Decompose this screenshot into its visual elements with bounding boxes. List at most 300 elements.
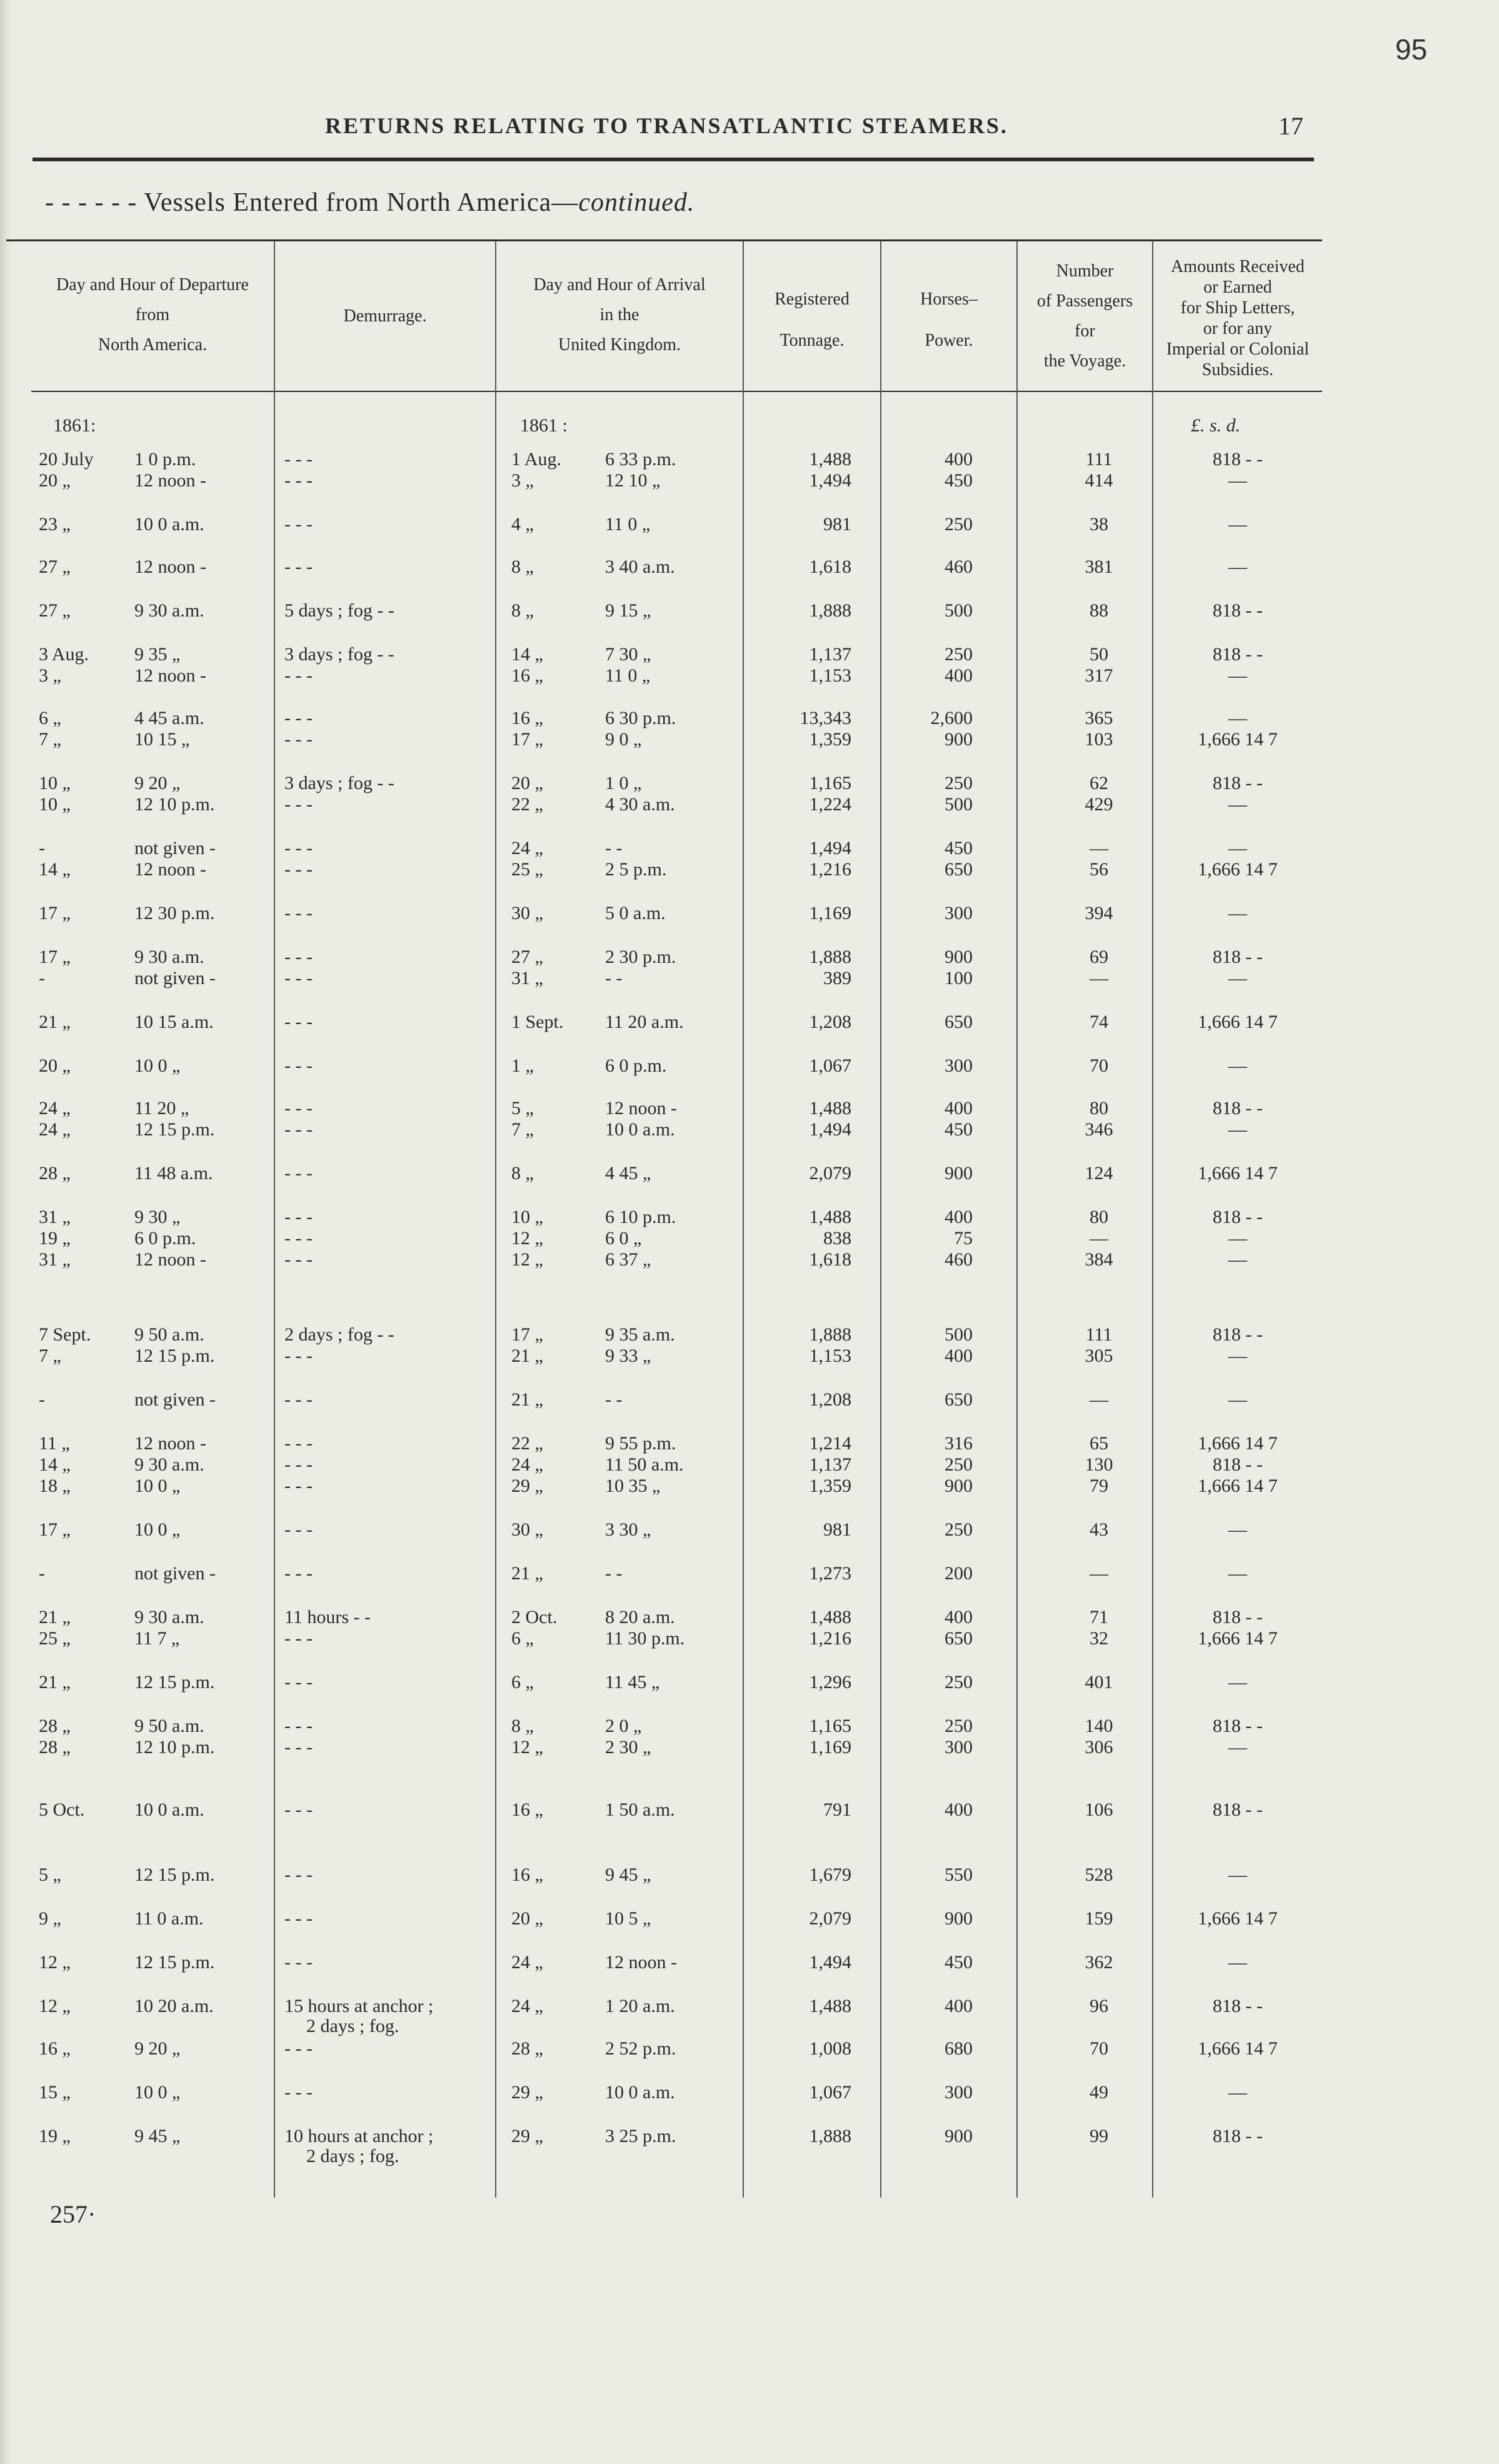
cell-arr-time: 1 20 a.m. [605, 1996, 675, 2016]
cell-amt: 818 - - [1213, 1799, 1263, 1820]
folio-number: 17 [1278, 112, 1303, 140]
cell-tonnage: 1,494 [809, 470, 851, 491]
cell-arr-time: 6 33 p.m. [605, 449, 676, 470]
cell-dep-day: 16 „ [39, 2038, 71, 2059]
cell-amt: — [1228, 1119, 1247, 1140]
cell-arr-day: 16 „ [511, 708, 543, 728]
cell-demurrage-continued: 2 days ; fog. [306, 2146, 399, 2166]
cell-dep-day: 20 „ [39, 1055, 71, 1076]
cell-demurrage: - - - [284, 947, 313, 967]
cell-hp: 250 [945, 1519, 973, 1540]
cell-dep-time: 4 45 a.m. [134, 708, 204, 728]
cell-arr-time: 4 30 a.m. [605, 794, 675, 815]
cell-tonnage: 2,079 [809, 1163, 851, 1184]
cell-amt: 818 - - [1213, 1996, 1263, 2016]
cell-tonnage: 1,359 [809, 1476, 851, 1496]
cell-dep-day: 14 „ [39, 1454, 71, 1475]
cell-hp: 460 [945, 1249, 973, 1270]
cell-amt: — [1228, 2082, 1247, 2103]
cell-arr-day: 17 „ [511, 1324, 543, 1345]
cell-arr-time: 2 0 „ [605, 1716, 642, 1736]
cell-dep-time: 9 20 „ [134, 773, 181, 793]
cell-arr-time: 12 10 „ [605, 470, 661, 491]
cell-dep-time: 10 15 „ [134, 729, 190, 750]
cell-dep-day: 7 „ [39, 1345, 61, 1366]
cell-hp: 200 [945, 1563, 973, 1584]
cell-demurrage-continued: 2 days ; fog. [306, 2016, 399, 2036]
running-head: RETURNS RELATING TO TRANSATLANTIC STEAMERS. [325, 113, 1008, 138]
cell-dep-time: 10 0 „ [134, 1476, 181, 1496]
cell-demurrage: 15 hours at anchor ; [284, 1996, 434, 2016]
cell-pass: 80 [1090, 1098, 1108, 1119]
cell-demurrage: - - - [284, 1799, 313, 1820]
cell-dep-time: 12 noon - [134, 470, 206, 491]
cell-arr-day: 12 „ [511, 1228, 543, 1249]
cell-arr-day: 30 „ [511, 1519, 543, 1540]
cell-arr-time: 11 50 a.m. [605, 1454, 684, 1475]
cell-hp: 900 [945, 947, 973, 967]
cell-dep-day: 3 „ [39, 665, 61, 686]
cell-tonnage: 1,888 [809, 947, 851, 967]
cell-arr-time: 4 45 „ [605, 1163, 651, 1184]
cell-arr-time: - - [605, 1563, 623, 1584]
cell-dep-day: - [39, 968, 45, 988]
cell-dep-day: 12 „ [39, 1996, 71, 2016]
cell-arr-day: 20 „ [511, 773, 543, 793]
cell-arr-day: 29 „ [511, 1476, 543, 1496]
cell-arr-day: 8 „ [511, 1716, 534, 1736]
cell-amt: 1,666 14 7 [1198, 1628, 1278, 1649]
cell-arr-day: 16 „ [511, 1799, 543, 1820]
cell-arr-day: 1 Sept. [511, 1012, 564, 1032]
cell-dep-day: 17 „ [39, 1519, 71, 1540]
cell-tonnage: 1,165 [809, 773, 851, 793]
cell-arr-day: 16 „ [511, 1864, 543, 1885]
cell-pass: 305 [1085, 1345, 1113, 1366]
cell-amt: 818 - - [1213, 449, 1263, 470]
cell-pass: — [1090, 1563, 1108, 1584]
cell-demurrage: - - - [284, 1055, 313, 1076]
cell-dep-time: 12 noon - [134, 859, 206, 880]
cell-dep-time: 12 15 p.m. [134, 1864, 215, 1885]
cell-demurrage: - - - [284, 708, 313, 728]
cell-dep-time: 9 45 „ [134, 2126, 181, 2146]
cell-dep-time: 11 48 a.m. [134, 1163, 213, 1184]
cell-tonnage: 1,153 [809, 1345, 851, 1366]
cell-dep-time: 12 15 p.m. [134, 1952, 215, 1973]
cell-arr-day: 8 „ [511, 556, 534, 577]
cell-arr-time: 9 33 „ [605, 1345, 651, 1366]
cell-demurrage: - - - [284, 2038, 313, 2059]
cell-amt: 818 - - [1213, 1454, 1263, 1475]
cell-arr-day: 5 „ [511, 1098, 534, 1119]
cell-tonnage: 1,208 [809, 1389, 851, 1410]
cell-dep-day: 10 „ [39, 794, 71, 815]
cell-hp: 250 [945, 1454, 973, 1475]
cell-dep-time: not given - [134, 968, 216, 988]
cell-arr-day: 22 „ [511, 794, 543, 815]
cell-tonnage: 1,169 [809, 1737, 851, 1757]
cell-dep-time: 9 30 „ [134, 1207, 181, 1227]
cell-hp: 650 [945, 1012, 973, 1032]
cell-pass: — [1090, 1228, 1108, 1249]
cell-demurrage: - - - [284, 794, 313, 815]
cell-dep-day: 7 „ [39, 729, 61, 750]
cell-pass: 43 [1090, 1519, 1108, 1540]
cell-amt: — [1228, 665, 1247, 686]
cell-amt: 1,666 14 7 [1198, 1433, 1278, 1454]
cell-dep-time: 9 30 a.m. [134, 947, 204, 967]
cell-arr-time: 6 30 p.m. [605, 708, 676, 728]
cell-amt: 1,666 14 7 [1198, 859, 1278, 880]
cell-pass: 528 [1085, 1864, 1113, 1885]
cell-dep-time: 10 0 „ [134, 2082, 181, 2103]
cell-arr-day: 2 Oct. [511, 1607, 558, 1627]
cell-dep-time: 12 noon - [134, 1249, 206, 1270]
cell-tonnage: 1,137 [809, 644, 851, 665]
cell-dep-time: 12 15 p.m. [134, 1345, 215, 1366]
cell-amt: 1,666 14 7 [1198, 1908, 1278, 1929]
cell-hp: 450 [945, 1952, 973, 1973]
cell-arr-time: 9 15 „ [605, 600, 651, 621]
cell-amt: 1,666 14 7 [1198, 2038, 1278, 2059]
page-number: 95 [1395, 33, 1428, 66]
cell-amt: 818 - - [1213, 644, 1263, 665]
cell-hp: 75 [954, 1228, 973, 1249]
cell-tonnage: 1,359 [809, 729, 851, 750]
cell-pass: 130 [1085, 1454, 1113, 1475]
cell-pass: 79 [1090, 1476, 1108, 1496]
cell-arr-day: 31 „ [511, 968, 543, 988]
cell-demurrage: - - - [284, 1163, 313, 1184]
cell-tonnage: 1,618 [809, 556, 851, 577]
cell-dep-day: 15 „ [39, 2082, 71, 2103]
cell-dep-day: 11 „ [39, 1433, 70, 1454]
cell-tonnage: 1,888 [809, 2126, 851, 2146]
cell-pass: 62 [1090, 773, 1108, 793]
cell-dep-day: 20 July [39, 449, 94, 470]
cell-arr-day: 6 „ [511, 1672, 534, 1692]
cell-dep-time: 9 50 a.m. [134, 1716, 204, 1736]
cell-arr-time: 2 5 p.m. [605, 859, 667, 880]
cell-pass: 317 [1085, 665, 1113, 686]
cell-arr-time: 3 25 p.m. [605, 2126, 676, 2146]
cell-demurrage: - - - [284, 1952, 313, 1973]
cell-arr-time: 11 45 „ [605, 1672, 660, 1692]
cell-pass: 80 [1090, 1207, 1108, 1227]
cell-demurrage: - - - [284, 1249, 313, 1270]
cell-dep-time: 9 35 „ [134, 644, 181, 665]
cell-hp: 400 [945, 1345, 973, 1366]
cell-demurrage: 2 days ; fog - - [284, 1324, 394, 1345]
cell-hp: 300 [945, 1055, 973, 1076]
cell-tonnage: 1,137 [809, 1454, 851, 1475]
cell-hp: 400 [945, 1607, 973, 1627]
cell-tonnage: 1,216 [809, 1628, 851, 1649]
cell-arr-day: 22 „ [511, 1433, 543, 1454]
cell-amt: — [1228, 794, 1247, 815]
cell-arr-time: 11 20 a.m. [605, 1012, 684, 1032]
cell-dep-day: 3 Aug. [39, 644, 89, 665]
cell-tonnage: 1,488 [809, 1098, 851, 1119]
cell-arr-time: 2 30 p.m. [605, 947, 676, 967]
cell-tonnage: 981 [823, 514, 851, 535]
cell-dep-day: 25 „ [39, 1628, 71, 1649]
section-title-continued: continued. [578, 188, 695, 217]
cell-arr-day: 27 „ [511, 947, 543, 967]
cell-arr-day: 21 „ [511, 1345, 543, 1366]
cell-hp: 300 [945, 903, 973, 923]
cell-pass: 38 [1090, 514, 1108, 535]
cell-demurrage: - - - [284, 1476, 313, 1496]
cell-hp: 450 [945, 1119, 973, 1140]
cell-dep-day: 7 Sept. [39, 1324, 91, 1345]
cell-arr-day: 12 „ [511, 1249, 543, 1270]
cell-arr-time: 3 30 „ [605, 1519, 651, 1540]
cell-amt: — [1228, 1563, 1247, 1584]
cell-pass: 111 [1085, 449, 1113, 470]
cell-arr-time: - - [605, 838, 623, 858]
cell-dep-day: 27 „ [39, 556, 71, 577]
cell-amt: — [1228, 1228, 1247, 1249]
cell-arr-day: 21 „ [511, 1389, 543, 1410]
cell-dep-time: 10 0 a.m. [134, 514, 204, 535]
cell-pass: — [1090, 1389, 1108, 1410]
cell-dep-time: 12 10 p.m. [134, 794, 215, 815]
cell-hp: 500 [945, 794, 973, 815]
cell-arr-day: 29 „ [511, 2126, 543, 2146]
cell-arr-day: 20 „ [511, 1908, 543, 1929]
cell-pass: 429 [1085, 794, 1113, 815]
cell-hp: 650 [945, 1389, 973, 1410]
cell-amt: — [1228, 1389, 1247, 1410]
cell-amt: — [1228, 1519, 1247, 1540]
header-horsepower: Horses– Power. [920, 289, 978, 350]
cell-amt: 818 - - [1213, 1324, 1263, 1345]
cell-dep-time: 10 15 a.m. [134, 1012, 214, 1032]
cell-tonnage: 2,079 [809, 1908, 851, 1929]
cell-hp: 300 [945, 1737, 973, 1757]
cell-dep-time: 9 30 a.m. [134, 1607, 204, 1627]
cell-dep-time: 9 50 a.m. [134, 1324, 204, 1345]
cell-hp: 550 [945, 1864, 973, 1885]
cell-tonnage: 981 [823, 1519, 851, 1540]
cell-arr-day: 8 „ [511, 1163, 534, 1184]
cell-dep-time: 12 noon - [134, 1433, 206, 1454]
cell-arr-time: 5 0 a.m. [605, 903, 666, 923]
cell-dep-time: 10 0 a.m. [134, 1799, 204, 1820]
cell-dep-time: 10 0 „ [134, 1055, 181, 1076]
cell-dep-day: 19 „ [39, 2126, 71, 2146]
cell-arr-day: 3 „ [511, 470, 534, 491]
header-tonnage: Registered Tonnage. [775, 289, 850, 350]
cell-tonnage: 1,494 [809, 1119, 851, 1140]
cell-arr-time: 11 30 p.m. [605, 1628, 685, 1649]
cell-amt: 1,666 14 7 [1198, 1163, 1278, 1184]
cell-pass: 70 [1090, 2038, 1108, 2059]
header-passengers: Number of Passengers for the Voyage. [1036, 261, 1133, 371]
cell-arr-day: 6 „ [511, 1628, 534, 1649]
cell-tonnage: 838 [823, 1228, 851, 1249]
cell-amt: — [1228, 1055, 1247, 1076]
cell-tonnage: 1,165 [809, 1716, 851, 1736]
cell-pass: — [1090, 838, 1108, 858]
cell-demurrage: - - - [284, 1012, 313, 1032]
cell-dep-day: 27 „ [39, 600, 71, 621]
cell-dep-day: 14 „ [39, 859, 71, 880]
cell-hp: 250 [945, 1672, 973, 1692]
cell-amt: 818 - - [1213, 1098, 1263, 1119]
cell-demurrage: 11 hours - - [284, 1607, 371, 1627]
cell-hp: 400 [945, 1996, 973, 2016]
cell-amt: — [1228, 1737, 1247, 1757]
cell-pass: 401 [1085, 1672, 1113, 1692]
cell-tonnage: 1,888 [809, 600, 851, 621]
cell-demurrage: - - - [284, 903, 313, 923]
cell-tonnage: 1,224 [809, 794, 851, 815]
cell-arr-time: 9 35 a.m. [605, 1324, 675, 1345]
cell-hp: 900 [945, 2126, 973, 2146]
cell-demurrage: - - - [284, 1454, 313, 1475]
cell-hp: 680 [945, 2038, 973, 2059]
cell-demurrage: 3 days ; fog - - [284, 773, 394, 793]
cell-pass: 365 [1085, 708, 1113, 728]
cell-demurrage: - - - [284, 1433, 313, 1454]
cell-pass: 414 [1085, 470, 1113, 491]
cell-arr-day: 4 „ [511, 514, 534, 535]
cell-tonnage: 1,067 [809, 1055, 851, 1076]
cell-amt: 818 - - [1213, 1607, 1263, 1627]
cell-dep-time: 10 20 a.m. [134, 1996, 214, 2016]
cell-demurrage: - - - [284, 859, 313, 880]
cell-tonnage: 1,214 [809, 1433, 851, 1454]
cell-hp: 250 [945, 1716, 973, 1736]
cell-demurrage: - - - [284, 556, 313, 577]
cell-dep-day: - [39, 1389, 45, 1410]
cell-pass: 381 [1085, 556, 1113, 577]
cell-dep-day: 21 „ [39, 1607, 71, 1627]
cell-amt: — [1228, 1864, 1247, 1885]
cell-arr-day: 12 „ [511, 1737, 543, 1757]
cell-tonnage: 791 [823, 1799, 851, 1820]
cell-arr-day: 24 „ [511, 838, 543, 858]
cell-tonnage: 1,488 [809, 1996, 851, 2016]
cell-hp: 650 [945, 1628, 973, 1649]
cell-demurrage: - - - [284, 1672, 313, 1692]
cell-dep-time: 10 0 „ [134, 1519, 181, 1540]
cell-demurrage: - - - [284, 838, 313, 858]
cell-arr-time: 2 30 „ [605, 1737, 651, 1757]
cell-dep-day: 17 „ [39, 903, 71, 923]
cell-dep-day: 6 „ [39, 708, 61, 728]
cell-pass: 71 [1090, 1607, 1108, 1627]
cell-pass: 362 [1085, 1952, 1113, 1973]
cell-arr-time: 10 35 „ [605, 1476, 661, 1496]
cell-amt: — [1228, 470, 1247, 491]
cell-amt: — [1228, 838, 1247, 858]
cell-amt: — [1228, 1345, 1247, 1366]
signature-mark: 257· [50, 2200, 96, 2228]
header-arrival: Day and Hour of Arrival in the United Kingdom. [533, 275, 706, 355]
cell-hp: 400 [945, 1098, 973, 1119]
cell-hp: 900 [945, 1163, 973, 1184]
cell-arr-time: 11 0 „ [605, 665, 651, 686]
cell-dep-time: 11 20 „ [134, 1098, 189, 1119]
cell-dep-time: 11 7 „ [134, 1628, 180, 1649]
cell-dep-day: 21 „ [39, 1012, 71, 1032]
cell-demurrage: - - - [284, 1207, 313, 1227]
cell-arr-time: 6 37 „ [605, 1249, 651, 1270]
cell-demurrage: - - - [284, 514, 313, 535]
cell-dep-time: 12 noon - [134, 556, 206, 577]
cell-dep-time: 12 10 p.m. [134, 1737, 215, 1757]
cell-dep-time: 12 30 p.m. [134, 903, 215, 923]
cell-arr-time: - - [605, 1389, 623, 1410]
cell-arr-day: 29 „ [511, 2082, 543, 2103]
cell-hp: 316 [945, 1433, 973, 1454]
cell-pass: 159 [1085, 1908, 1113, 1929]
cell-tonnage: 1,169 [809, 903, 851, 923]
cell-hp: 450 [945, 838, 973, 858]
cell-tonnage: 1,488 [809, 1607, 851, 1627]
cell-demurrage: - - - [284, 729, 313, 750]
cell-pass: — [1090, 968, 1108, 988]
cell-arr-day: 14 „ [511, 644, 543, 665]
cell-demurrage: 5 days ; fog - - [284, 600, 394, 621]
cell-arr-day: 28 „ [511, 2038, 543, 2059]
cell-pass: 96 [1090, 1996, 1108, 2016]
cell-arr-day: 16 „ [511, 665, 543, 686]
cell-arr-day: 30 „ [511, 903, 543, 923]
cell-amt: 818 - - [1213, 1716, 1263, 1736]
cell-demurrage: - - - [284, 1389, 313, 1410]
cell-dep-time: 12 15 p.m. [134, 1672, 215, 1692]
cell-dep-day: 17 „ [39, 947, 71, 967]
cell-arr-day: 25 „ [511, 859, 543, 880]
cell-hp: 450 [945, 470, 973, 491]
cell-amt: 818 - - [1213, 1207, 1263, 1227]
cell-demurrage: - - - [284, 1908, 313, 1929]
cell-pass: 106 [1085, 1799, 1113, 1820]
cell-arr-day: 8 „ [511, 600, 534, 621]
cell-demurrage: - - - [284, 1563, 313, 1584]
section-title-lead: - - - - - - Vessels Entered from North America— [45, 188, 579, 217]
cell-demurrage: - - - [284, 968, 313, 988]
cell-demurrage: 10 hours at anchor ; [284, 2126, 434, 2146]
cell-pass: 140 [1085, 1716, 1113, 1736]
cell-arr-time: 3 40 a.m. [605, 556, 675, 577]
cell-arr-day: 24 „ [511, 1454, 543, 1475]
cell-dep-day: 18 „ [39, 1476, 71, 1496]
cell-pass: 50 [1090, 644, 1108, 665]
cell-hp: 400 [945, 449, 973, 470]
cell-pass: 103 [1085, 729, 1113, 750]
cell-hp: 250 [945, 514, 973, 535]
cell-arr-time: 8 20 a.m. [605, 1607, 675, 1627]
cell-dep-day: - [39, 1563, 45, 1584]
cell-dep-day: 9 „ [39, 1908, 61, 1929]
cell-arr-time: 9 0 „ [605, 729, 642, 750]
cell-demurrage: - - - [284, 1345, 313, 1366]
cell-arr-day: 21 „ [511, 1563, 543, 1584]
cell-hp: 2,600 [930, 708, 973, 728]
cell-tonnage: 1,488 [809, 1207, 851, 1227]
cell-demurrage: - - - [284, 470, 313, 491]
cell-pass: 394 [1085, 903, 1113, 923]
cell-amt: 818 - - [1213, 947, 1263, 967]
cell-tonnage: 1,494 [809, 1952, 851, 1973]
cell-pass: 70 [1090, 1055, 1108, 1076]
